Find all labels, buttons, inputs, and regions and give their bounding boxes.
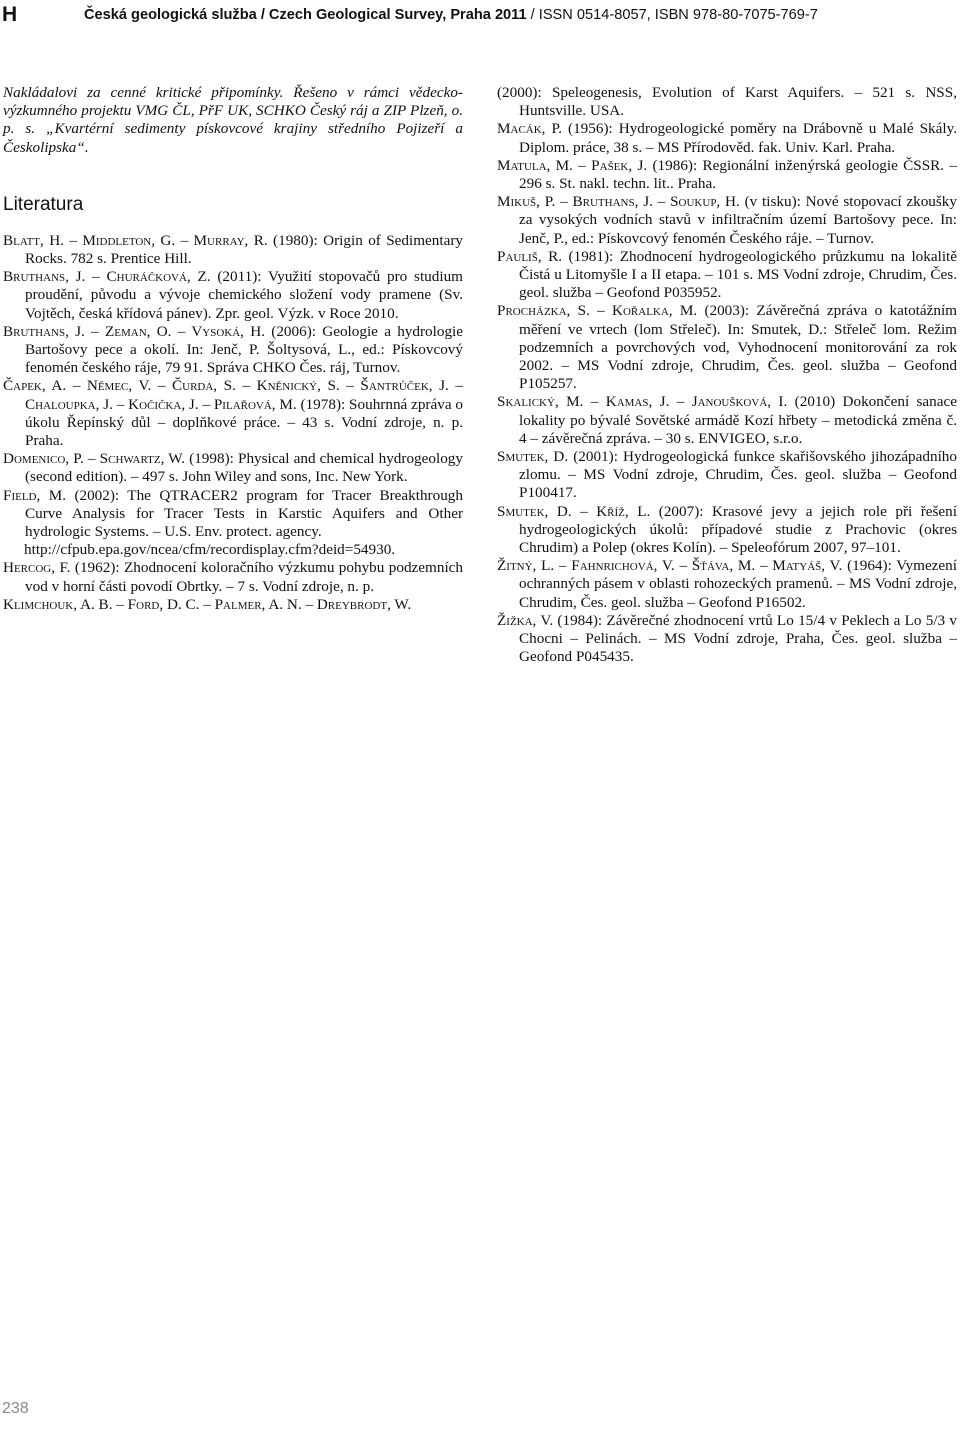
running-header (0, 0, 960, 34)
reference-item (3, 268, 463, 323)
reference-url: http://cfpub.epa.gov/ncea/cfm/recordisplay.cfm?deid=54930. (24, 541, 396, 559)
reference-text: (2002): The QTRACER2 program for Tracer Breakthrough Curve Analysis for Tracer Tests in Karstic Aquifers and Other hydrologic Systems. – U.S. Env. protect. agency. (25, 486, 463, 541)
reference-authors: Žitný, L. – Fahnrichová, V. – Šťáva, M. – Matyáš, V. (497, 557, 843, 575)
reference-item (3, 377, 463, 450)
reference-item (3, 487, 463, 542)
reference-item (497, 612, 957, 667)
reference-text: (1980): Origin of Sedimentary Rocks. 782 s. Prentice Hill. (25, 231, 463, 268)
reference-text: (1998): Physical and chemical hydrogeology (second edition). – 497 s. John Wiley and sons, Inc. New York. (25, 450, 463, 486)
reference-authors: Smutek, D. – Kříž, L. (497, 502, 651, 520)
reference-text: (1964): Vymezení ochranných pásem v oblasti rohozeckých pramenů. – MS Vodní zdroje, Chrudim, Čes. geol. služba – Geofond P16502. (519, 557, 957, 611)
reference-item (3, 450, 463, 486)
reference-authors: Procházka, S. – Kořalka, M. (497, 302, 698, 320)
reference-text: (2000): Speleogenesis, Evolution of Karst Aquifers. – 521 s. NSS, Huntsville. USA. (497, 84, 957, 120)
reference-authors: Blatt, H. – Middleton, G. – Murray, R. (3, 231, 268, 249)
acknowledgement-text: Nakládalovi za cenné kritické připomínky. Řešeno v rámci vědecko-výzkumného projektu VMG ČL, PřF UK, SCHKO Český ráj a ZIP Plzeň, o. p. s. „Kvartérní sedimenty pískovcové krajiny středního Pojizeří a Českolipska“. (3, 84, 463, 156)
reference-authors: Klimchouk, A. B. – Ford, D. C. – Palmer, A. N. – Dreybrodt, W. (3, 595, 412, 613)
reference-text: (v tisku): Nové stopovací zkoušky za vysokých vodních stavů v infiltračním území Bartošovy pece. In: Jenč, P., ed.: Pískovcový fenomén Českého ráje. – Turnov. (519, 193, 957, 247)
reference-authors: Bruthans, J. – Zeman, O. – Vysoká, H. (3, 322, 266, 340)
reference-item (497, 248, 957, 303)
reference-text: (2011): Využití stopovačů pro studium proudění, původu a vývoje chemického složení vody pramene (Sv. Vojtěch, česká křídová pánev). Zpr. geol. Výzk. v Roce 2010. (25, 268, 463, 322)
reference-authors: Pauliš, R. (497, 247, 563, 265)
reference-item (3, 596, 463, 614)
reference-item (497, 193, 957, 248)
reference-authors: Domenico, P. – Schwartz, W. (3, 450, 186, 468)
reference-authors: Field, M. (3, 486, 67, 504)
journal-name: Česká geologická služba / Czech Geological Survey, Praha 2011 (84, 7, 527, 23)
reference-authors: Žižka, V. (497, 611, 554, 629)
reference-text: (1978): Souhrnná zpráva o úkolu Řepínský důl – doplňkové práce. – 43 s. Vodní zdroje, n. p. Praha. (25, 395, 463, 450)
section-letter: H (2, 3, 18, 26)
reference-text: (2007): Krasové jevy a jejich role při řešení hydrogeologických úkolů: případové studie z Prachovic (okres Chrudim) a Polep (okres Kolín). – Speleofórum 2007, 97–101. (519, 502, 957, 557)
reference-item (3, 323, 463, 378)
reference-item (497, 157, 957, 193)
section-title-literatura: Literatura (3, 193, 84, 215)
right-column (497, 84, 957, 667)
reference-text: (1962): Zhodnocení koloračního výzkumu pohybu podzemních vod v horní části povodí Obrtky. – 7 s. Vodní zdroje, n. p. (25, 559, 463, 595)
reference-text: (1981): Zhodnocení hydrogeologického průzkumu na lokalitě Čistá u Litomyšle I a II etapa. – 101 s. MS Vodní zdroje, Chrudim, Čes. geol. služba – Geofond P035952. (519, 247, 958, 302)
reference-item (497, 557, 957, 612)
page-number: 238 (2, 1400, 29, 1417)
reference-item (3, 232, 463, 268)
reference-text: (1986): Regionální inženýrská geologie ČSSR. – 296 s. St. nakl. techn. lit.. Praha. (519, 156, 958, 193)
reference-text: (2003): Závěrečná zpráva o katotážním měření ve vrtech (lom Střeleč). In: Smutek, D.: Střeleč lom. Režim podzemních a povrchových vod, Vyhodnocení monitorování za rok 2002. – MS Vodní zdroje, Chrudim, Čes. geol. služba – Geofond P105257. (519, 302, 957, 393)
reference-authors: Hercog, F. (3, 559, 71, 577)
reference-text: (2010) Dokončení sanace lokality po bývalé Sovětské armádě Kozí hřbety – metodická změna č. 4 – závěrečná zpráva. – 30 s. ENVIGEO, s.r.o. (519, 393, 957, 447)
reference-authors: Macák, P. (497, 120, 563, 138)
reference-list-left (3, 232, 463, 541)
journal-line (84, 5, 818, 25)
reference-item (497, 84, 957, 120)
reference-authors: Mikuš, P. – Bruthans, J. – Soukup, H. (497, 193, 740, 211)
reference-authors: Čapek, A. – Němec, V. – Čurda, S. – Kněnický, S. – Šantrůček, J. – Chaloupka, J. – Kočička, J. – Pilařová, M. (3, 377, 463, 413)
reference-text: (2006): Geologie a hydrologie Bartošovy pece a okolí. In: Jenč, P. Šoltysová, L., ed.: Pískovcový fenomén českého ráje, 79 91. Správa CHKO Čes. ráj, Turnov. (25, 322, 463, 377)
reference-item (497, 393, 957, 448)
reference-authors: Skalický, M. – Kamas, J. – Janoušková, I. (497, 393, 788, 411)
reference-authors: Bruthans, J. – Churáčková, Z. (3, 268, 211, 286)
reference-list-right (497, 84, 957, 667)
reference-item (497, 503, 957, 558)
reference-text: (1984): Závěrečné zhodnocení vrtů Lo 15/4 v Peklech a Lo 5/3 v Chocni – Pelinách. – MS Vodní zdroje, Praha, Čes. geol. služba – Geofond P045435. (519, 611, 958, 666)
reference-item (497, 120, 957, 156)
issn-isbn: / ISSN 0514-8057, ISBN 978-80-7075-769-7 (526, 7, 818, 23)
reference-item (3, 559, 463, 595)
reference-list-left-continued (3, 559, 463, 614)
reference-item (497, 302, 957, 393)
reference-text: (2001): Hydrogeologická funkce skařišovského jihozápadního zlomu. – MS Vodní zdroje, Chrudim, Čes. geol. služba – Geofond P100417. (519, 448, 957, 502)
reference-authors: Matula, M. – Pašek, J. (497, 156, 648, 174)
reference-authors: Smutek, D. (497, 448, 569, 466)
reference-text: (1956): Hydrogeologické poměry na Drábovně u Malé Skály. Diplom. práce, 38 s. – MS Přírodověd. fak. Univ. Karl. Praha. (519, 120, 957, 156)
left-column (3, 84, 463, 614)
reference-item (497, 448, 957, 503)
